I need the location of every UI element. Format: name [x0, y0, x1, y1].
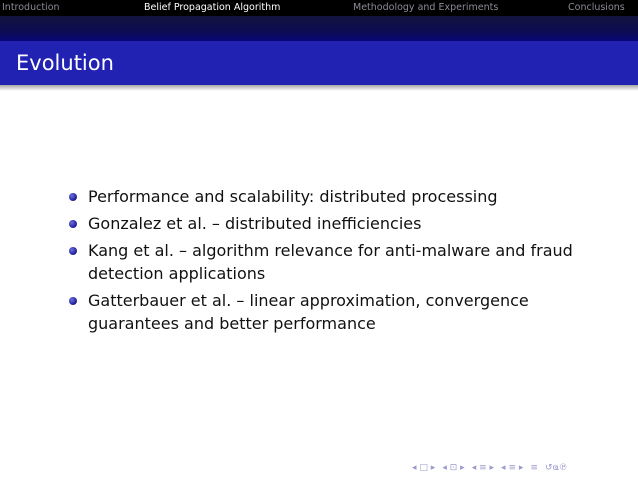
slide-prev-icon[interactable]: ◂ — [412, 463, 417, 473]
list-item-text: Kang et al. – algorithm relevance for anti-malware and fraud detection applications — [88, 241, 573, 283]
list-item — [68, 239, 608, 285]
subsection-navigation[interactable] — [472, 462, 494, 474]
nav-section-conclusions[interactable]: Conclusions — [568, 2, 625, 13]
slide-navigation[interactable] — [412, 462, 435, 474]
align-icon[interactable]: ≡ — [530, 463, 538, 473]
frame-next-icon[interactable]: ▸ — [460, 463, 465, 473]
section-navigation[interactable] — [501, 462, 523, 474]
section-navigation-bar — [0, 0, 638, 16]
list-item-text: Gatterbauer et al. – linear approximation, convergence guarantees and better performance — [88, 291, 529, 333]
list-item — [68, 289, 608, 335]
bullet-list — [68, 185, 608, 339]
subsection-next-icon[interactable]: ▸ — [489, 463, 495, 473]
list-item — [68, 212, 608, 235]
subsection-prev-icon[interactable]: ◂ — [471, 463, 477, 473]
slide-next-icon[interactable]: ▸ — [430, 463, 436, 473]
bullet-ball-icon — [69, 297, 77, 305]
nav-section-belief-propagation[interactable]: Belief Propagation Algorithm — [144, 2, 281, 13]
section-next-icon[interactable]: ▸ — [518, 463, 524, 473]
header-band — [0, 16, 638, 41]
subsection-icon: ≡ — [479, 463, 487, 473]
list-item-text: Performance and scalability: distributed processing — [88, 187, 498, 206]
frame-prev-icon[interactable]: ◂ — [442, 463, 447, 473]
search-icon[interactable]: ↺ҩ℗ — [544, 463, 568, 473]
frame-navigation[interactable] — [442, 462, 464, 474]
section-prev-icon[interactable]: ◂ — [501, 463, 506, 473]
section-icon: ≡ — [508, 463, 516, 473]
nav-section-methodology[interactable]: Methodology and Experiments — [353, 2, 499, 13]
frame-title: Evolution — [16, 51, 114, 75]
bullet-ball-icon — [69, 193, 77, 201]
frame-icon: ⊡ — [449, 463, 458, 473]
beamer-navigation-symbols — [412, 462, 568, 474]
bullet-ball-icon — [69, 247, 77, 255]
list-item-text: Gonzalez et al. – distributed inefficiencies — [88, 214, 422, 233]
title-bar-shadow — [0, 85, 638, 91]
bullet-ball-icon — [69, 220, 77, 228]
list-item — [68, 185, 608, 208]
slide-icon: □ — [419, 463, 428, 473]
nav-section-introduction[interactable]: Introduction — [2, 2, 60, 13]
